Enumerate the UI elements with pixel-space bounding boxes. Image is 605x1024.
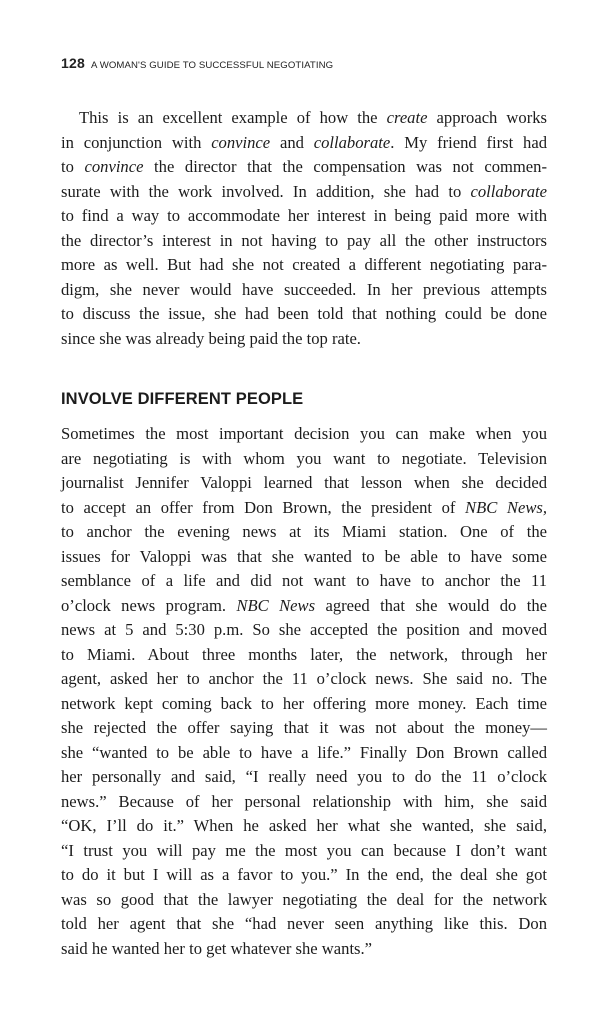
text-line: journalist Jennifer Valoppi learned that lesson when she decided <box>61 473 547 492</box>
text-line: surate with the work involved. In addition, she had to collaborate <box>61 181 547 201</box>
text-line: to accept an offer from Don Brown, the president of NBC News, <box>61 497 548 517</box>
running-head <box>61 55 333 73</box>
text-line: are negotiating is with whom you want to negotiate. Television <box>61 448 547 468</box>
text-line: she “wanted to be able to have a life.” Finally Don Brown called <box>61 742 547 762</box>
text-line: o’clock news program. NBC News agreed that she would do the <box>61 595 548 615</box>
book-title: A WOMAN'S GUIDE TO SUCCESSFUL NEGOTIATING <box>90 60 334 71</box>
text-line: the director’s interest in not having to pay all the other instructors <box>61 230 547 250</box>
text-line: agent, asked her to anchor the 11 o’clock news. She said no. The <box>61 669 547 688</box>
text-line: digm, she never would have succeeded. In her previous attempts <box>61 279 547 299</box>
text-line: to convince the director that the compensation was not commen- <box>61 157 547 176</box>
text-line: her personally and said, “I really need you to do the 11 o’clock <box>61 767 547 786</box>
text-line: network kept coming back to her offering more money. Each time <box>61 693 547 713</box>
text-line: in conjunction with convince and collaborate. My friend first had <box>61 132 547 152</box>
text-line: to find a way to accommodate her interest in being paid more with <box>61 206 547 225</box>
text-line: to Miami. About three months later, the network, through her <box>61 644 547 664</box>
text-line: news at 5 and 5:30 p.m. So she accepted the position and moved <box>61 620 547 639</box>
text-line: semblance of a life and did not want to have to anchor the 11 <box>61 571 547 590</box>
text-line: said he wanted her to get whatever she wants.” <box>61 938 373 958</box>
text-line: more as well. But had she not created a different negotiating para- <box>61 255 547 274</box>
text-line: issues for Valoppi was that she wanted to be able to have some <box>61 546 547 566</box>
text-line: Sometimes the most important decision you can make when you <box>61 424 547 443</box>
text-line: “I trust you will pay me the most you can because I don’t want <box>61 840 547 860</box>
text-line: was so good that the lawyer negotiating the deal for the network <box>61 889 547 909</box>
text-line: This is an excellent example of how the create approach works <box>79 108 547 127</box>
section-heading: INVOLVE DIFFERENT PEOPLE <box>61 390 304 408</box>
text-line: since she was already being paid the top rate. <box>61 328 361 348</box>
text-line: “OK, I’ll do it.” When he asked her what she wanted, she said, <box>61 816 547 835</box>
text-line: told her agent that she “had never seen anything like this. Don <box>61 914 547 933</box>
text-line: to do it but I will as a favor to you.” In the end, the deal she got <box>61 865 547 884</box>
paragraph-valoppi-story <box>61 422 547 961</box>
page-number: 128 <box>61 55 85 71</box>
text-line: to anchor the evening news at its Miami station. One of the <box>61 522 547 541</box>
text-line: to discuss the issue, she had been told that nothing could be done <box>61 304 547 323</box>
text-line: news.” Because of her personal relationship with him, she said <box>61 791 547 811</box>
paragraph-create-example <box>61 106 547 351</box>
text-line: she rejected the offer saying that it was not about the money— <box>61 718 547 737</box>
